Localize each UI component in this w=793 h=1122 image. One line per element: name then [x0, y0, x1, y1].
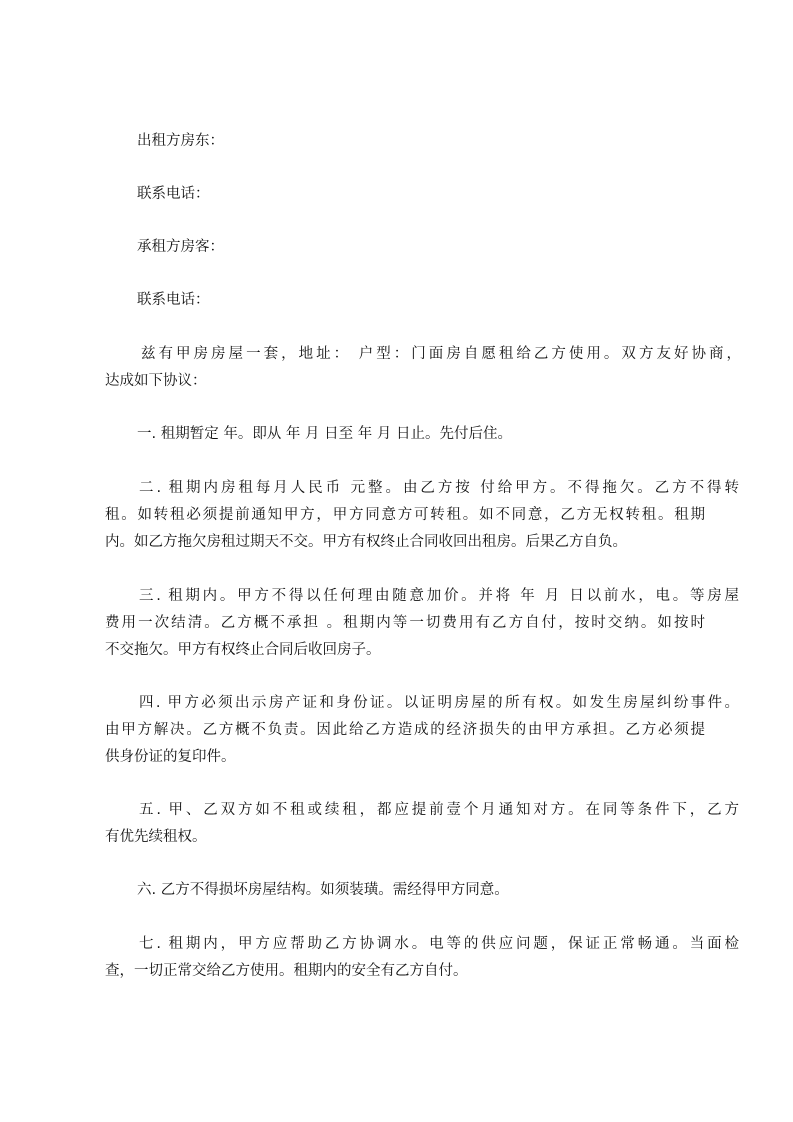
tenant-phone-label: 联系电话：: [137, 292, 210, 308]
landlord-phone-label: 联系电话：: [137, 186, 210, 202]
clause-2-line-3: 内。如乙方拖欠房租过期天不交。甲方有权终止合同收回出租房。后果乙方自负。: [105, 534, 627, 550]
intro-line-2: 达成如下协议：: [105, 373, 207, 389]
clause-5-line-2: 有优先续租权。: [105, 829, 207, 845]
clause-3-line-1: 三. 租期内。甲方不得以任何理由随意加价。并将 年 月 日以前水，电。等房屋: [139, 588, 739, 604]
intro-line-1: 兹有甲房房屋一套，地址： 户型：门面房自愿租给乙方使用。双方友好协商，: [141, 346, 741, 362]
clause-4-line-1: 四. 甲方必须出示房产证和身份证。以证明房屋的所有权。如发生房屋纠纷事件。: [139, 695, 739, 711]
clause-7-line-1: 七. 租期内，甲方应帮助乙方协调水。电等的供应问题，保证正常畅通。当面检: [139, 936, 739, 952]
clause-4-line-2: 由甲方解决。乙方概不负责。因此给乙方造成的经济损失的由甲方承担。乙方必须提: [105, 722, 705, 738]
clause-5-line-1: 五. 甲、乙双方如不租或续租，都应提前壹个月通知对方。在同等条件下，乙方: [139, 802, 739, 818]
clause-1-line-1: 一. 租期暂定 年。即从 年 月 日至 年 月 日止。先付后住。: [137, 426, 512, 442]
clause-7-line-2: 查，一切正常交给乙方使用。租期内的安全有乙方自付。: [105, 963, 468, 979]
landlord-label: 出租方房东：: [137, 133, 224, 149]
tenant-label: 承租方房客：: [137, 239, 224, 255]
clause-3-line-2: 费用一次结清。乙方概不承担 。租期内等一切费用有乙方自付，按时交纳。如按时: [105, 615, 705, 631]
clause-2-line-2: 租。如转租必须提前通知甲方，甲方同意方可转租。如不同意，乙方无权转租。租期: [105, 507, 705, 523]
clause-6-line-1: 六. 乙方不得损坏房屋结构。如须装璜。需经得甲方同意。: [137, 882, 509, 898]
clause-4-line-3: 供身份证的复印件。: [105, 749, 236, 765]
clause-2-line-1: 二. 租期内房租每月人民币 元整。由乙方按 付给甲方。不得拖欠。乙方不得转: [139, 480, 739, 496]
clause-3-line-3: 不交拖欠。甲方有权终止合同后收回房子。: [105, 642, 381, 658]
